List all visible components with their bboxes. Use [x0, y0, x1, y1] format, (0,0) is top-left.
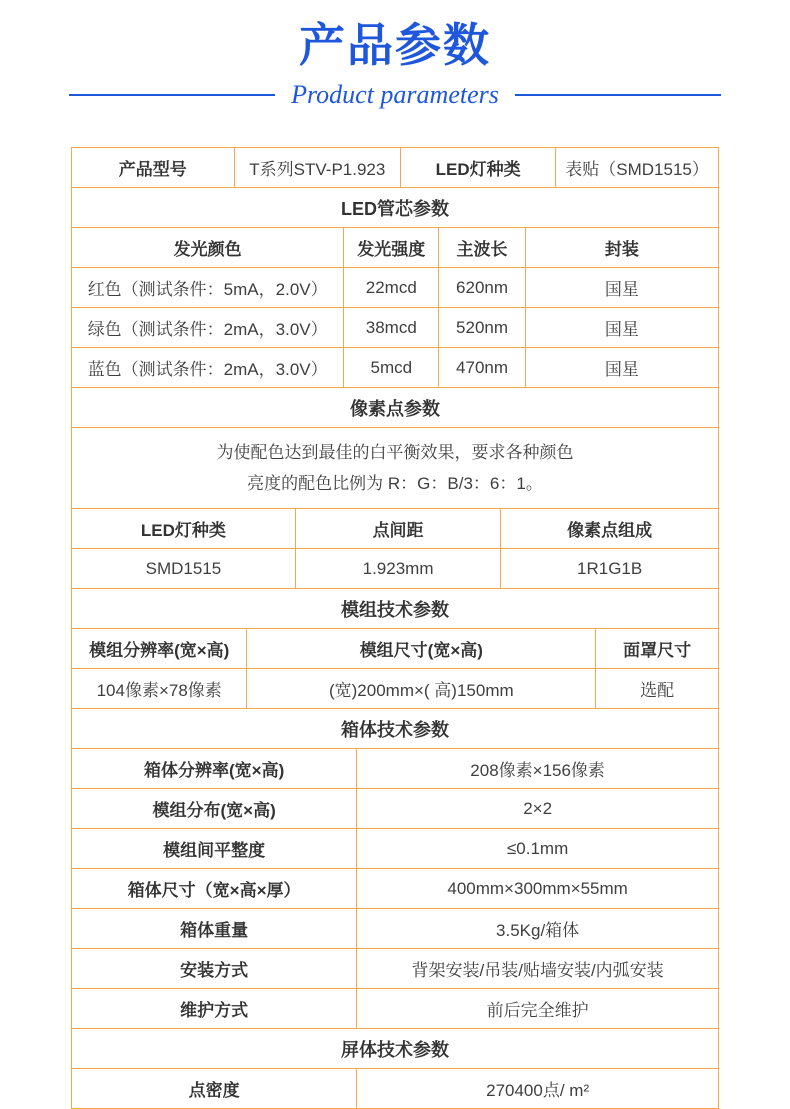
subtitle-divider-left	[69, 94, 275, 96]
data-cell: SMD1515	[145, 558, 222, 578]
table-row	[72, 307, 718, 347]
column-header-cell: 像素点组成	[500, 509, 718, 548]
data-cell: 520nm	[438, 308, 525, 347]
value-cell: T系列STV-P1.923	[234, 148, 401, 187]
data-cell: 绿色（测试条件：2mA，3.0V）	[87, 320, 328, 339]
data-cell: (宽)200mm×( 高)150mm	[246, 669, 595, 708]
value-cell: 208像素×156像素	[356, 749, 718, 788]
note-line: 亮度的配色比例为 R：G：B/3：6：1。	[247, 474, 543, 493]
data-cell: 22mcd	[343, 268, 438, 307]
value-cell: 前后完全维护	[356, 989, 718, 1028]
label-cell: 产品型号	[118, 160, 187, 179]
table-row	[72, 227, 718, 267]
page-subtitle: Product parameters	[291, 80, 499, 109]
table-row	[72, 387, 718, 427]
table-row	[72, 948, 718, 988]
table-row	[72, 748, 718, 788]
data-cell: 1.923mm	[295, 549, 500, 588]
label-cell: 箱体分辨率(宽×高)	[143, 761, 285, 780]
page-subtitle-row	[0, 80, 790, 110]
table-row	[72, 427, 718, 508]
table-row	[72, 988, 718, 1028]
column-header-cell: 封装	[525, 228, 718, 267]
table-row	[72, 1068, 718, 1108]
table-row	[72, 267, 718, 307]
column-header-cell: 发光强度	[343, 228, 438, 267]
note-line: 为使配色达到最佳的白平衡效果，要求各种颜色	[216, 443, 574, 462]
label-cell: 维护方式	[180, 1001, 249, 1020]
data-cell: 5mcd	[343, 348, 438, 387]
column-header-cell: 主波长	[438, 228, 525, 267]
data-cell: 104像素×78像素	[96, 681, 222, 700]
value-cell: 表贴（SMD1515）	[555, 148, 718, 187]
data-cell: 国星	[525, 268, 718, 307]
data-cell: 国星	[525, 308, 718, 347]
section-title: LED管芯参数	[341, 198, 449, 219]
column-header-cell: 发光颜色	[173, 240, 242, 259]
data-cell: 38mcd	[343, 308, 438, 347]
table-row	[72, 908, 718, 948]
table-row	[72, 347, 718, 387]
table-row	[72, 668, 718, 708]
section-title: 模组技术参数	[341, 599, 449, 620]
data-cell: 国星	[525, 348, 718, 387]
page-header	[0, 0, 790, 110]
table-row	[72, 628, 718, 668]
label-cell: 箱体尺寸（宽×高×厚）	[127, 881, 301, 900]
data-cell: 1R1G1B	[500, 549, 718, 588]
value-cell: 3.5Kg/箱体	[356, 909, 718, 948]
value-cell: 2×2	[356, 789, 718, 828]
label-cell: LED灯种类	[400, 148, 555, 187]
table-row	[72, 148, 718, 187]
section-title: 像素点参数	[350, 398, 440, 419]
section-title: 屏体技术参数	[341, 1039, 449, 1060]
data-cell: 蓝色（测试条件：2mA，3.0V）	[87, 360, 328, 379]
data-cell: 620nm	[438, 268, 525, 307]
label-cell: 安装方式	[180, 961, 249, 980]
value-cell: 400mm×300mm×55mm	[356, 869, 718, 908]
table-row	[72, 1028, 718, 1068]
column-header-cell: 点间距	[295, 509, 500, 548]
spec-table	[71, 147, 719, 1109]
column-header-cell: 面罩尺寸	[595, 629, 718, 668]
page-title: 产品参数	[299, 19, 491, 71]
column-header-cell: 模组尺寸(宽×高)	[246, 629, 595, 668]
table-row	[72, 508, 718, 548]
data-cell: 470nm	[438, 348, 525, 387]
value-cell: ≤0.1mm	[356, 829, 718, 868]
table-row	[72, 828, 718, 868]
value-cell: 270400点/ m²	[356, 1069, 718, 1108]
table-row	[72, 548, 718, 588]
subtitle-divider-right	[515, 94, 721, 96]
label-cell: 模组间平整度	[163, 841, 266, 860]
value-cell: 背架安装/吊装/贴墙安装/内弧安装	[356, 949, 718, 988]
section-title: 箱体技术参数	[341, 719, 449, 740]
column-header-cell: LED灯种类	[140, 521, 226, 540]
label-cell: 箱体重量	[180, 921, 249, 940]
note-cell	[72, 428, 718, 508]
table-row	[72, 588, 718, 628]
table-row	[72, 708, 718, 748]
data-cell: 选配	[595, 669, 718, 708]
table-row	[72, 187, 718, 227]
label-cell: 点密度	[188, 1081, 240, 1100]
table-row	[72, 868, 718, 908]
label-cell: 模组分布(宽×高)	[152, 801, 276, 820]
data-cell: 红色（测试条件：5mA，2.0V）	[87, 280, 328, 299]
column-header-cell: 模组分辨率(宽×高)	[89, 641, 230, 660]
table-row	[72, 788, 718, 828]
